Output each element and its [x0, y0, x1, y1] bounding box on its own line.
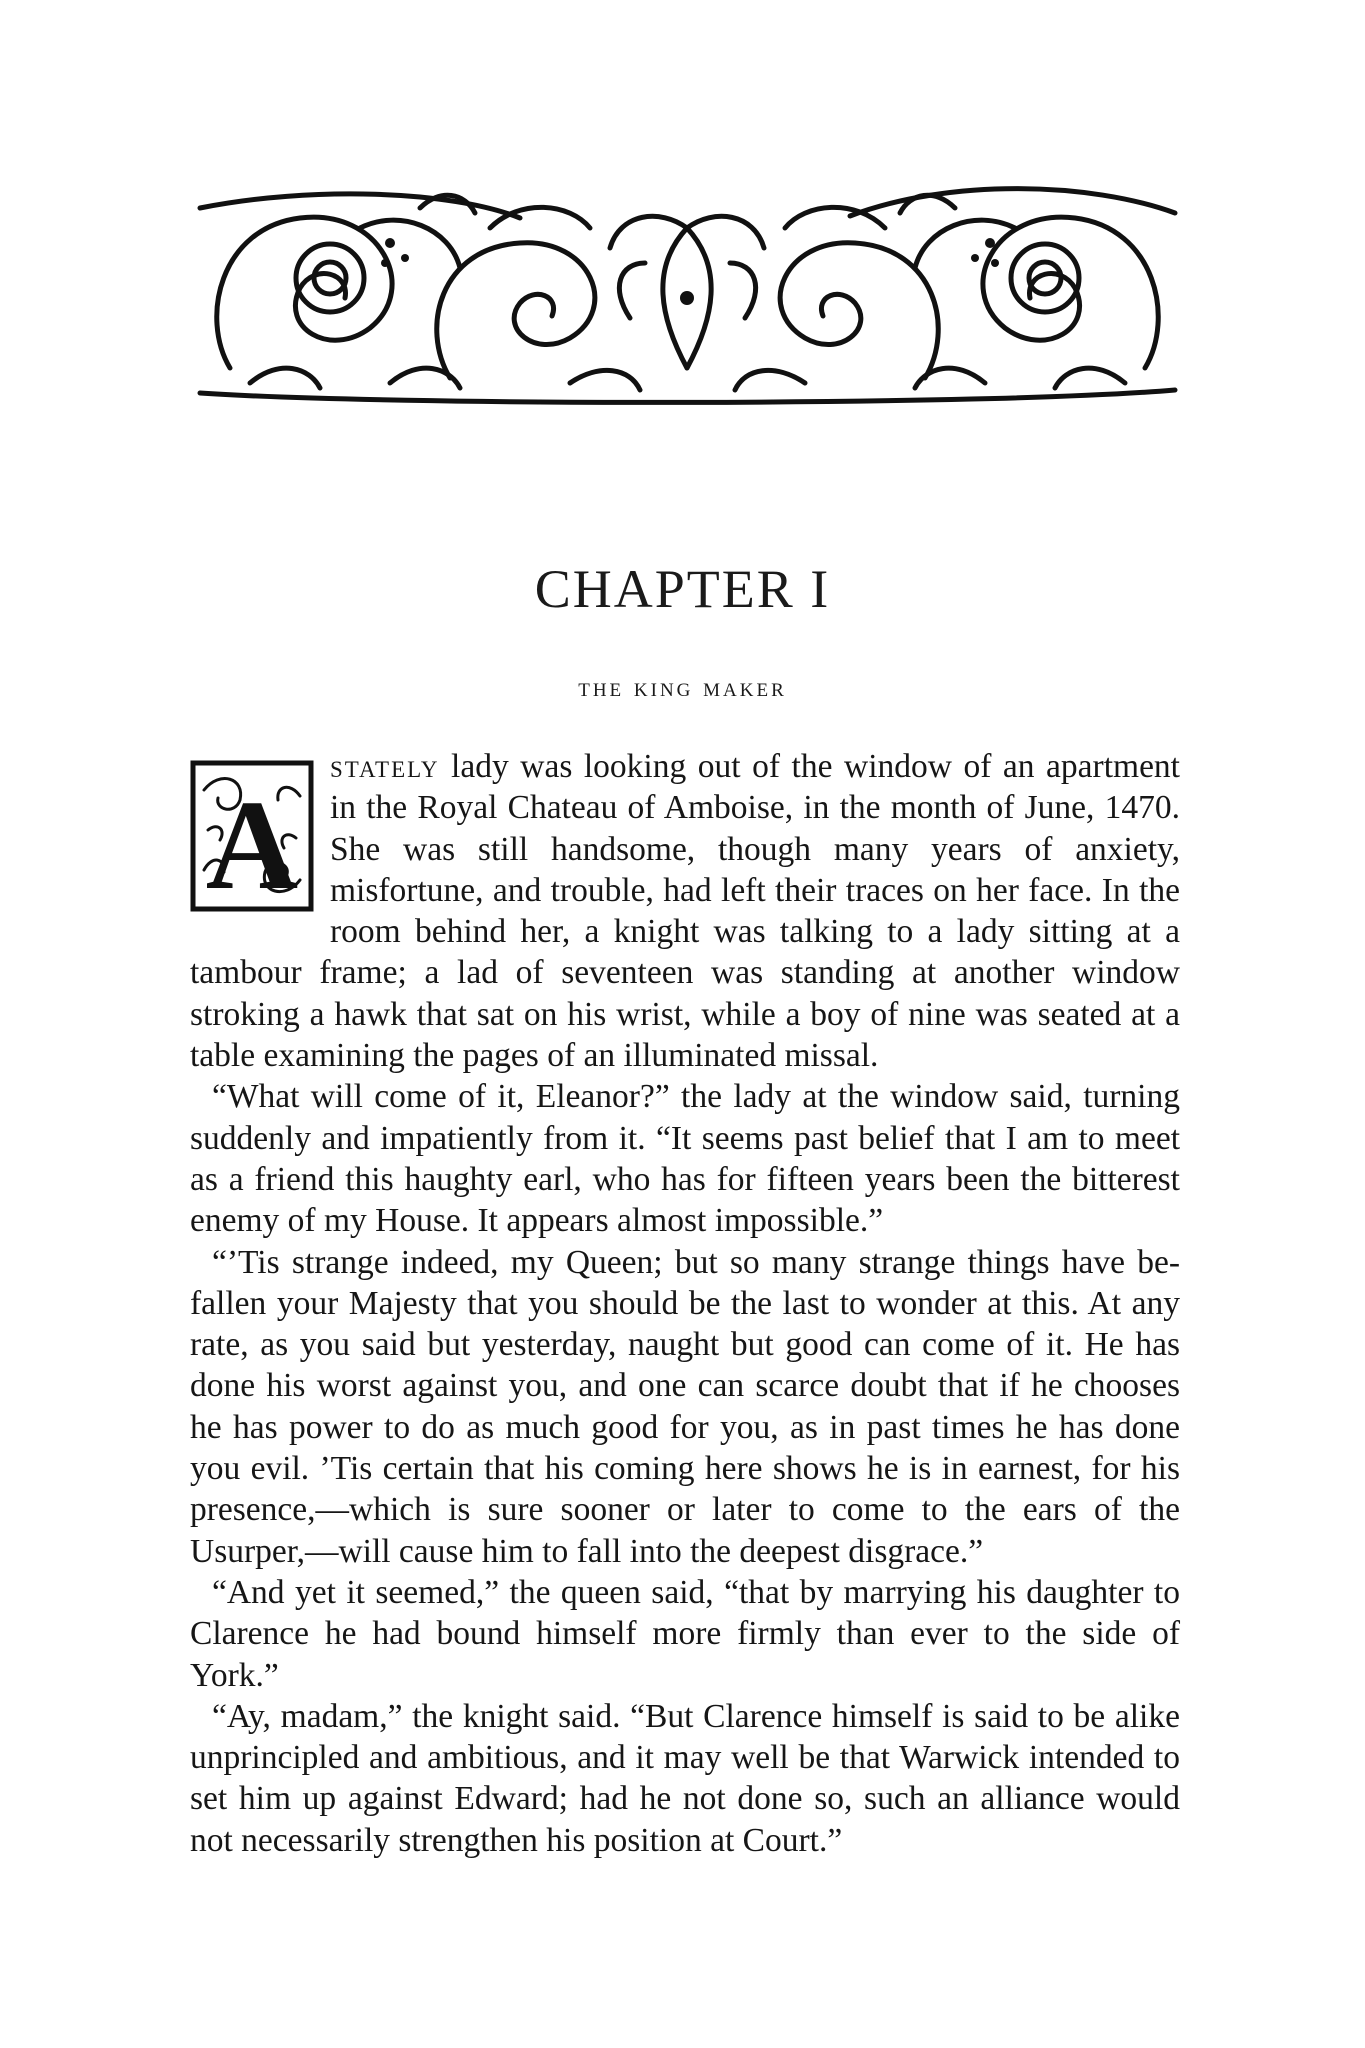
lead-word: stately — [330, 748, 440, 785]
chapter-subtitle: the king maker — [578, 672, 787, 702]
chapter-body — [190, 746, 1180, 1861]
paragraph-2: “What will come of it, Eleanor?” the lady at the window said, turning suddenly and impatiently from it. “It seems past belief that I am to meet as a friend this haughty earl, who has for fifteen years been the bitterest enemy of my House. It appears almost impossible.” — [190, 1078, 1180, 1240]
paragraph-4: “And yet it seemed,” the queen said, “that by marrying his daughter to Clarence he had bound himself more firmly than ever to the side of York.” — [190, 1573, 1180, 1694]
paragraph-1-text: lady was looking out of the window of an apartment in the Royal Chateau of Amboise, in the month of June, 1470. She was still handsome, though many years of anxiety, misfortune, and trouble, had left their traces on her face. In the room behind her, a knight was talking to a lady sitting at a tambour frame; a lad of seventeen was standing at another window stroking a hawk that sat on his wrist, while a boy of nine was seated at a table examining the pages of an illuminated missal. — [190, 748, 1180, 1075]
chapter-title: CHAPTER I — [534, 559, 831, 619]
paragraph-3: “’Tis strange indeed, my Queen; but so many strange things have befallen your Majesty that you should be the last to wonder at this. At any rate, as you said but yesterday, naught but good can come of it. He has done his worst against you, and one can scarce doubt that if he chooses he has power to do as much good for you, as in past times he has done you evil. ’Tis certain that his coming here shows he is in earnest, for his presence,—which is sure sooner or later to come to the ears of the Usurper,—will cause him to fall into the deepest disgrace.” — [190, 1243, 1180, 1570]
paragraph-1 — [190, 746, 1180, 1076]
ornamental-dropcap — [190, 760, 314, 912]
ornamental-headpiece — [190, 168, 1185, 408]
paragraph-5: “Ay, madam,” the knight said. “But Clarence himself is said to be alike unprincipled and ambitious, and it may well be that Warwick intended to set him up against Edward; had he not done so, such an alliance would not necessarily strengthen his position at Court.” — [190, 1697, 1180, 1859]
dropcap-letter: A — [205, 774, 299, 912]
